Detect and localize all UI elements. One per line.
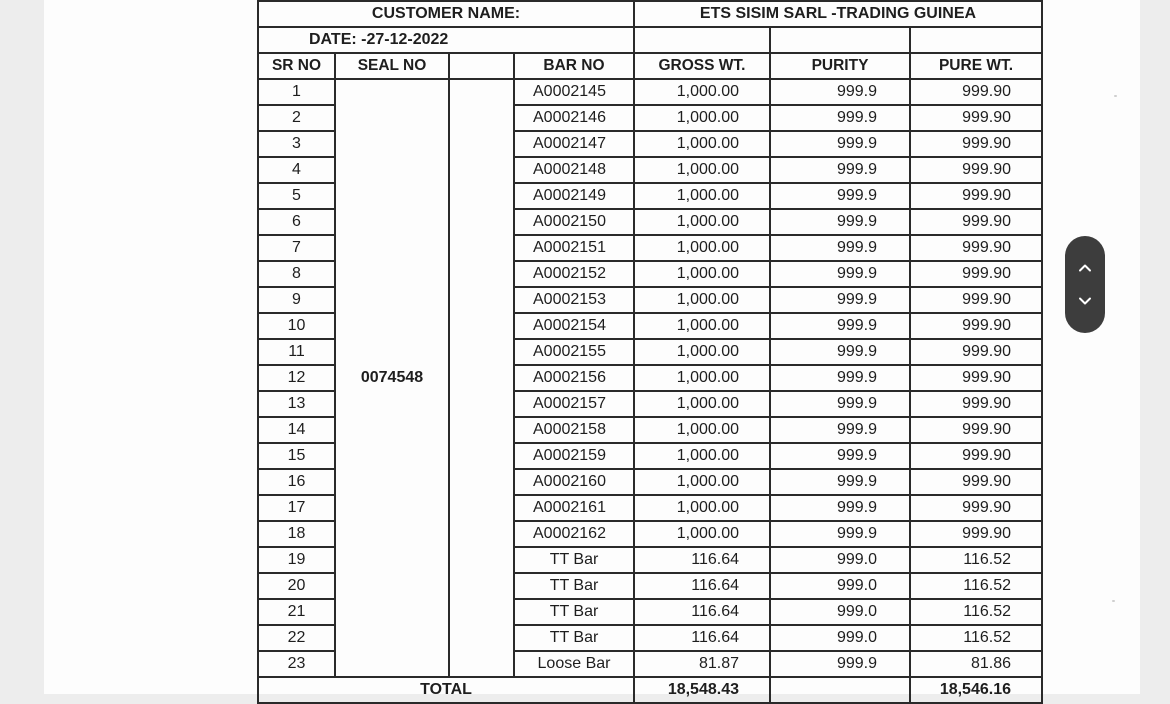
purity-cell: 999.0 xyxy=(770,547,910,573)
bar-no-cell: A0002147 xyxy=(514,131,634,157)
gross-wt-cell: 116.64 xyxy=(634,547,770,573)
header-sr-no: SR NO xyxy=(258,53,335,79)
gross-wt-cell: 1,000.00 xyxy=(634,131,770,157)
pure-wt-cell: 81.86 xyxy=(910,651,1042,677)
purity-cell: 999.9 xyxy=(770,339,910,365)
header-purity: PURITY xyxy=(770,53,910,79)
sr-no-cell: 13 xyxy=(258,391,335,417)
bar-no-cell: A0002145 xyxy=(514,79,634,105)
pure-wt-cell: 999.90 xyxy=(910,79,1042,105)
gross-wt-cell: 1,000.00 xyxy=(634,209,770,235)
pure-wt-cell: 999.90 xyxy=(910,183,1042,209)
gross-wt-cell: 1,000.00 xyxy=(634,417,770,443)
purity-cell: 999.9 xyxy=(770,391,910,417)
purity-cell: 999.0 xyxy=(770,599,910,625)
scan-speck xyxy=(1112,600,1115,602)
purity-cell: 999.9 xyxy=(770,417,910,443)
sr-no-cell: 21 xyxy=(258,599,335,625)
pure-wt-cell: 116.52 xyxy=(910,547,1042,573)
bar-no-cell: A0002146 xyxy=(514,105,634,131)
purity-cell: 999.9 xyxy=(770,183,910,209)
gross-wt-cell: 1,000.00 xyxy=(634,391,770,417)
pure-wt-cell: 116.52 xyxy=(910,625,1042,651)
gross-wt-cell: 1,000.00 xyxy=(634,235,770,261)
gross-wt-cell: 1,000.00 xyxy=(634,183,770,209)
pure-wt-cell: 999.90 xyxy=(910,391,1042,417)
bar-no-cell: A0002156 xyxy=(514,365,634,391)
sr-no-cell: 12 xyxy=(258,365,335,391)
bar-no-cell: TT Bar xyxy=(514,625,634,651)
gross-wt-cell: 1,000.00 xyxy=(634,495,770,521)
purity-cell: 999.9 xyxy=(770,651,910,677)
pure-wt-cell: 999.90 xyxy=(910,443,1042,469)
sr-no-cell: 9 xyxy=(258,287,335,313)
pure-wt-cell: 999.90 xyxy=(910,235,1042,261)
gross-wt-cell: 1,000.00 xyxy=(634,313,770,339)
purity-cell: 999.9 xyxy=(770,131,910,157)
purity-cell: 999.9 xyxy=(770,209,910,235)
total-gross-wt: 18,548.43 xyxy=(634,677,770,703)
date-label: DATE: -27-12-2022 xyxy=(258,27,634,53)
purity-cell: 999.9 xyxy=(770,287,910,313)
page-scroll-control xyxy=(1065,236,1105,333)
sr-no-cell: 20 xyxy=(258,573,335,599)
pure-wt-cell: 999.90 xyxy=(910,521,1042,547)
purity-cell: 999.9 xyxy=(770,469,910,495)
document-page xyxy=(44,0,1140,698)
bar-no-cell: A0002160 xyxy=(514,469,634,495)
sr-no-cell: 16 xyxy=(258,469,335,495)
sr-no-cell: 5 xyxy=(258,183,335,209)
sr-no-cell: 23 xyxy=(258,651,335,677)
purity-cell: 999.9 xyxy=(770,495,910,521)
scroll-down-button[interactable] xyxy=(1065,281,1105,321)
sr-no-cell: 19 xyxy=(258,547,335,573)
purity-cell: 999.9 xyxy=(770,313,910,339)
pure-wt-cell: 999.90 xyxy=(910,157,1042,183)
total-row xyxy=(258,677,1042,703)
gross-wt-cell: 1,000.00 xyxy=(634,287,770,313)
blank-column-cell xyxy=(449,79,514,677)
chevron-up-icon xyxy=(1077,260,1093,276)
chevron-down-icon xyxy=(1077,293,1093,309)
bar-no-cell: A0002149 xyxy=(514,183,634,209)
gross-wt-cell: 116.64 xyxy=(634,625,770,651)
bar-no-cell: A0002158 xyxy=(514,417,634,443)
purity-cell: 999.9 xyxy=(770,443,910,469)
pure-wt-cell: 999.90 xyxy=(910,105,1042,131)
bar-no-cell: TT Bar xyxy=(514,599,634,625)
total-label: TOTAL xyxy=(258,677,634,703)
customer-name-value: ETS SISIM SARL -TRADING GUINEA xyxy=(634,1,1042,27)
total-blank xyxy=(770,677,910,703)
sr-no-cell: 4 xyxy=(258,157,335,183)
sr-no-cell: 11 xyxy=(258,339,335,365)
purity-cell: 999.9 xyxy=(770,521,910,547)
pure-wt-cell: 999.90 xyxy=(910,339,1042,365)
sr-no-cell: 3 xyxy=(258,131,335,157)
sr-no-cell: 8 xyxy=(258,261,335,287)
pure-wt-cell: 999.90 xyxy=(910,469,1042,495)
gross-wt-cell: 1,000.00 xyxy=(634,365,770,391)
purity-cell: 999.0 xyxy=(770,625,910,651)
bar-no-cell: A0002159 xyxy=(514,443,634,469)
bar-no-cell: A0002154 xyxy=(514,313,634,339)
sr-no-cell: 22 xyxy=(258,625,335,651)
purity-cell: 999.0 xyxy=(770,573,910,599)
blank-cell xyxy=(910,27,1042,53)
gross-wt-cell: 1,000.00 xyxy=(634,261,770,287)
purity-cell: 999.9 xyxy=(770,105,910,131)
bar-no-cell: A0002155 xyxy=(514,339,634,365)
gross-wt-cell: 1,000.00 xyxy=(634,443,770,469)
gross-wt-cell: 1,000.00 xyxy=(634,157,770,183)
header-seal-no: SEAL NO xyxy=(335,53,449,79)
sr-no-cell: 7 xyxy=(258,235,335,261)
gross-wt-cell: 1,000.00 xyxy=(634,521,770,547)
seal-no-cell: 0074548 xyxy=(335,79,449,677)
pure-wt-cell: 116.52 xyxy=(910,573,1042,599)
purity-cell: 999.9 xyxy=(770,157,910,183)
customer-name-label: CUSTOMER NAME: xyxy=(258,1,634,27)
bar-no-cell: A0002151 xyxy=(514,235,634,261)
bar-no-cell: A0002157 xyxy=(514,391,634,417)
bar-no-cell: A0002153 xyxy=(514,287,634,313)
pure-wt-cell: 999.90 xyxy=(910,209,1042,235)
header-pure-wt: PURE WT. xyxy=(910,53,1042,79)
gross-wt-cell: 1,000.00 xyxy=(634,339,770,365)
pure-wt-cell: 999.90 xyxy=(910,313,1042,339)
total-pure-wt: 18,546.16 xyxy=(910,677,1042,703)
purity-cell: 999.9 xyxy=(770,365,910,391)
pure-wt-cell: 999.90 xyxy=(910,417,1042,443)
sr-no-cell: 6 xyxy=(258,209,335,235)
pure-wt-cell: 999.90 xyxy=(910,261,1042,287)
gross-wt-cell: 1,000.00 xyxy=(634,469,770,495)
gross-wt-cell: 116.64 xyxy=(634,573,770,599)
sr-no-cell: 1 xyxy=(258,79,335,105)
pure-wt-cell: 999.90 xyxy=(910,131,1042,157)
sr-no-cell: 2 xyxy=(258,105,335,131)
gross-wt-cell: 81.87 xyxy=(634,651,770,677)
header-gross-wt: GROSS WT. xyxy=(634,53,770,79)
bar-no-cell: A0002150 xyxy=(514,209,634,235)
pure-wt-cell: 999.90 xyxy=(910,365,1042,391)
pure-wt-cell: 999.90 xyxy=(910,495,1042,521)
sr-no-cell: 15 xyxy=(258,443,335,469)
sr-no-cell: 18 xyxy=(258,521,335,547)
packing-list-table xyxy=(257,0,1043,704)
blank-cell xyxy=(770,27,910,53)
bar-no-cell: TT Bar xyxy=(514,573,634,599)
blank-cell xyxy=(634,27,770,53)
gross-wt-cell: 1,000.00 xyxy=(634,79,770,105)
bar-no-cell: Loose Bar xyxy=(514,651,634,677)
gross-wt-cell: 1,000.00 xyxy=(634,105,770,131)
pure-wt-cell: 999.90 xyxy=(910,287,1042,313)
bar-no-cell: TT Bar xyxy=(514,547,634,573)
pure-wt-cell: 116.52 xyxy=(910,599,1042,625)
sr-no-cell: 17 xyxy=(258,495,335,521)
header-bar-no: BAR NO xyxy=(514,53,634,79)
purity-cell: 999.9 xyxy=(770,79,910,105)
header-blank xyxy=(449,53,514,79)
scan-speck xyxy=(1114,95,1117,97)
table-row xyxy=(258,79,1042,105)
gross-wt-cell: 116.64 xyxy=(634,599,770,625)
bar-no-cell: A0002148 xyxy=(514,157,634,183)
purity-cell: 999.9 xyxy=(770,235,910,261)
sr-no-cell: 14 xyxy=(258,417,335,443)
sr-no-cell: 10 xyxy=(258,313,335,339)
purity-cell: 999.9 xyxy=(770,261,910,287)
bar-no-cell: A0002161 xyxy=(514,495,634,521)
bar-no-cell: A0002152 xyxy=(514,261,634,287)
bar-no-cell: A0002162 xyxy=(514,521,634,547)
